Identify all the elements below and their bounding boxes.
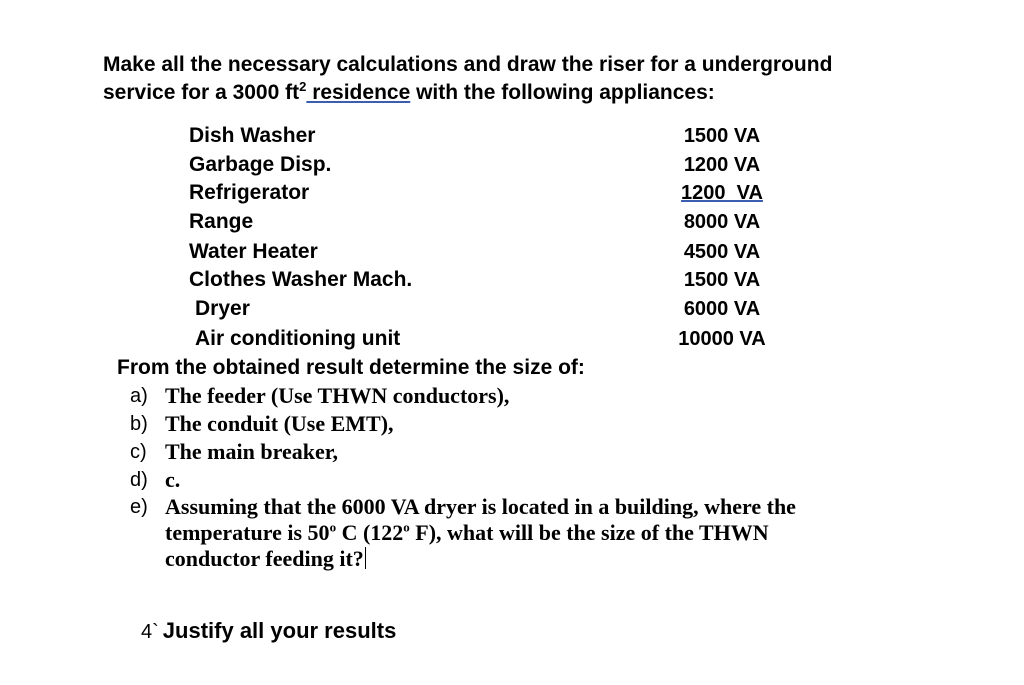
temperature-text: temperature is 50 (165, 520, 330, 545)
appliance-name: Dish Washer (189, 124, 316, 147)
footer-number: 4` (141, 621, 159, 643)
appliance-name: Air conditioning unit (195, 327, 401, 350)
appliance-name: Dryer (195, 297, 250, 320)
appliance-name: Water Heater (189, 240, 318, 263)
determine-heading: From the obtained result determine the size of: (117, 356, 585, 379)
residence-underlined: residence (306, 81, 411, 104)
squared-superscript: 2 (299, 79, 307, 94)
degree-sup: o (403, 519, 410, 535)
appliance-load: 1200 VA (683, 154, 761, 176)
appliance-load: 10000 VA (678, 328, 766, 350)
intro-area-text: service for a 3000 ft (103, 81, 300, 104)
item-text-line-1: Assuming that the 6000 VA dryer is located in a building, where the (165, 494, 796, 519)
item-letter: b) (130, 413, 148, 435)
appliance-name: Range (189, 210, 254, 233)
degree-sup: o (329, 519, 337, 535)
problem-intro-line-1: Make all the necessary calculations and draw the riser for a underground (103, 53, 833, 76)
appliance-name: Clothes Washer Mach. (189, 268, 413, 291)
appliance-load: 8000 VA (683, 211, 761, 233)
size-question: F), what will be the size of the THWN (409, 520, 769, 545)
intro-suffix: with the following appliances: (410, 81, 715, 104)
item-letter: e) (130, 496, 148, 518)
item-letter: c) (130, 441, 147, 463)
appliance-load: 1500 VA (683, 269, 761, 291)
problem-intro-line-2 (103, 79, 715, 106)
conductor-question: conductor feeding it? (165, 546, 364, 571)
item-text-line-3 (165, 546, 366, 572)
item-text: The main breaker, (165, 439, 338, 464)
item-letter: a) (130, 385, 148, 407)
item-text: The feeder (Use THWN conductors), (165, 383, 510, 408)
appliance-load: 6000 VA (683, 298, 761, 320)
footer-instruction (141, 618, 396, 644)
appliance-load: 4500 VA (683, 241, 761, 263)
item-text: c. (165, 467, 181, 492)
text-cursor (365, 547, 366, 569)
fahrenheit-open: C (122 (336, 520, 404, 545)
item-text-line-2 (165, 520, 769, 546)
item-letter: d) (130, 469, 148, 491)
appliance-load: 1200 VA (681, 182, 763, 204)
item-text: The conduit (Use EMT), (165, 411, 394, 436)
appliance-name: Garbage Disp. (189, 153, 332, 176)
appliance-name: Refrigerator (189, 181, 310, 204)
appliance-load: 1500 VA (683, 125, 761, 147)
footer-text: Justify all your results (162, 618, 397, 643)
